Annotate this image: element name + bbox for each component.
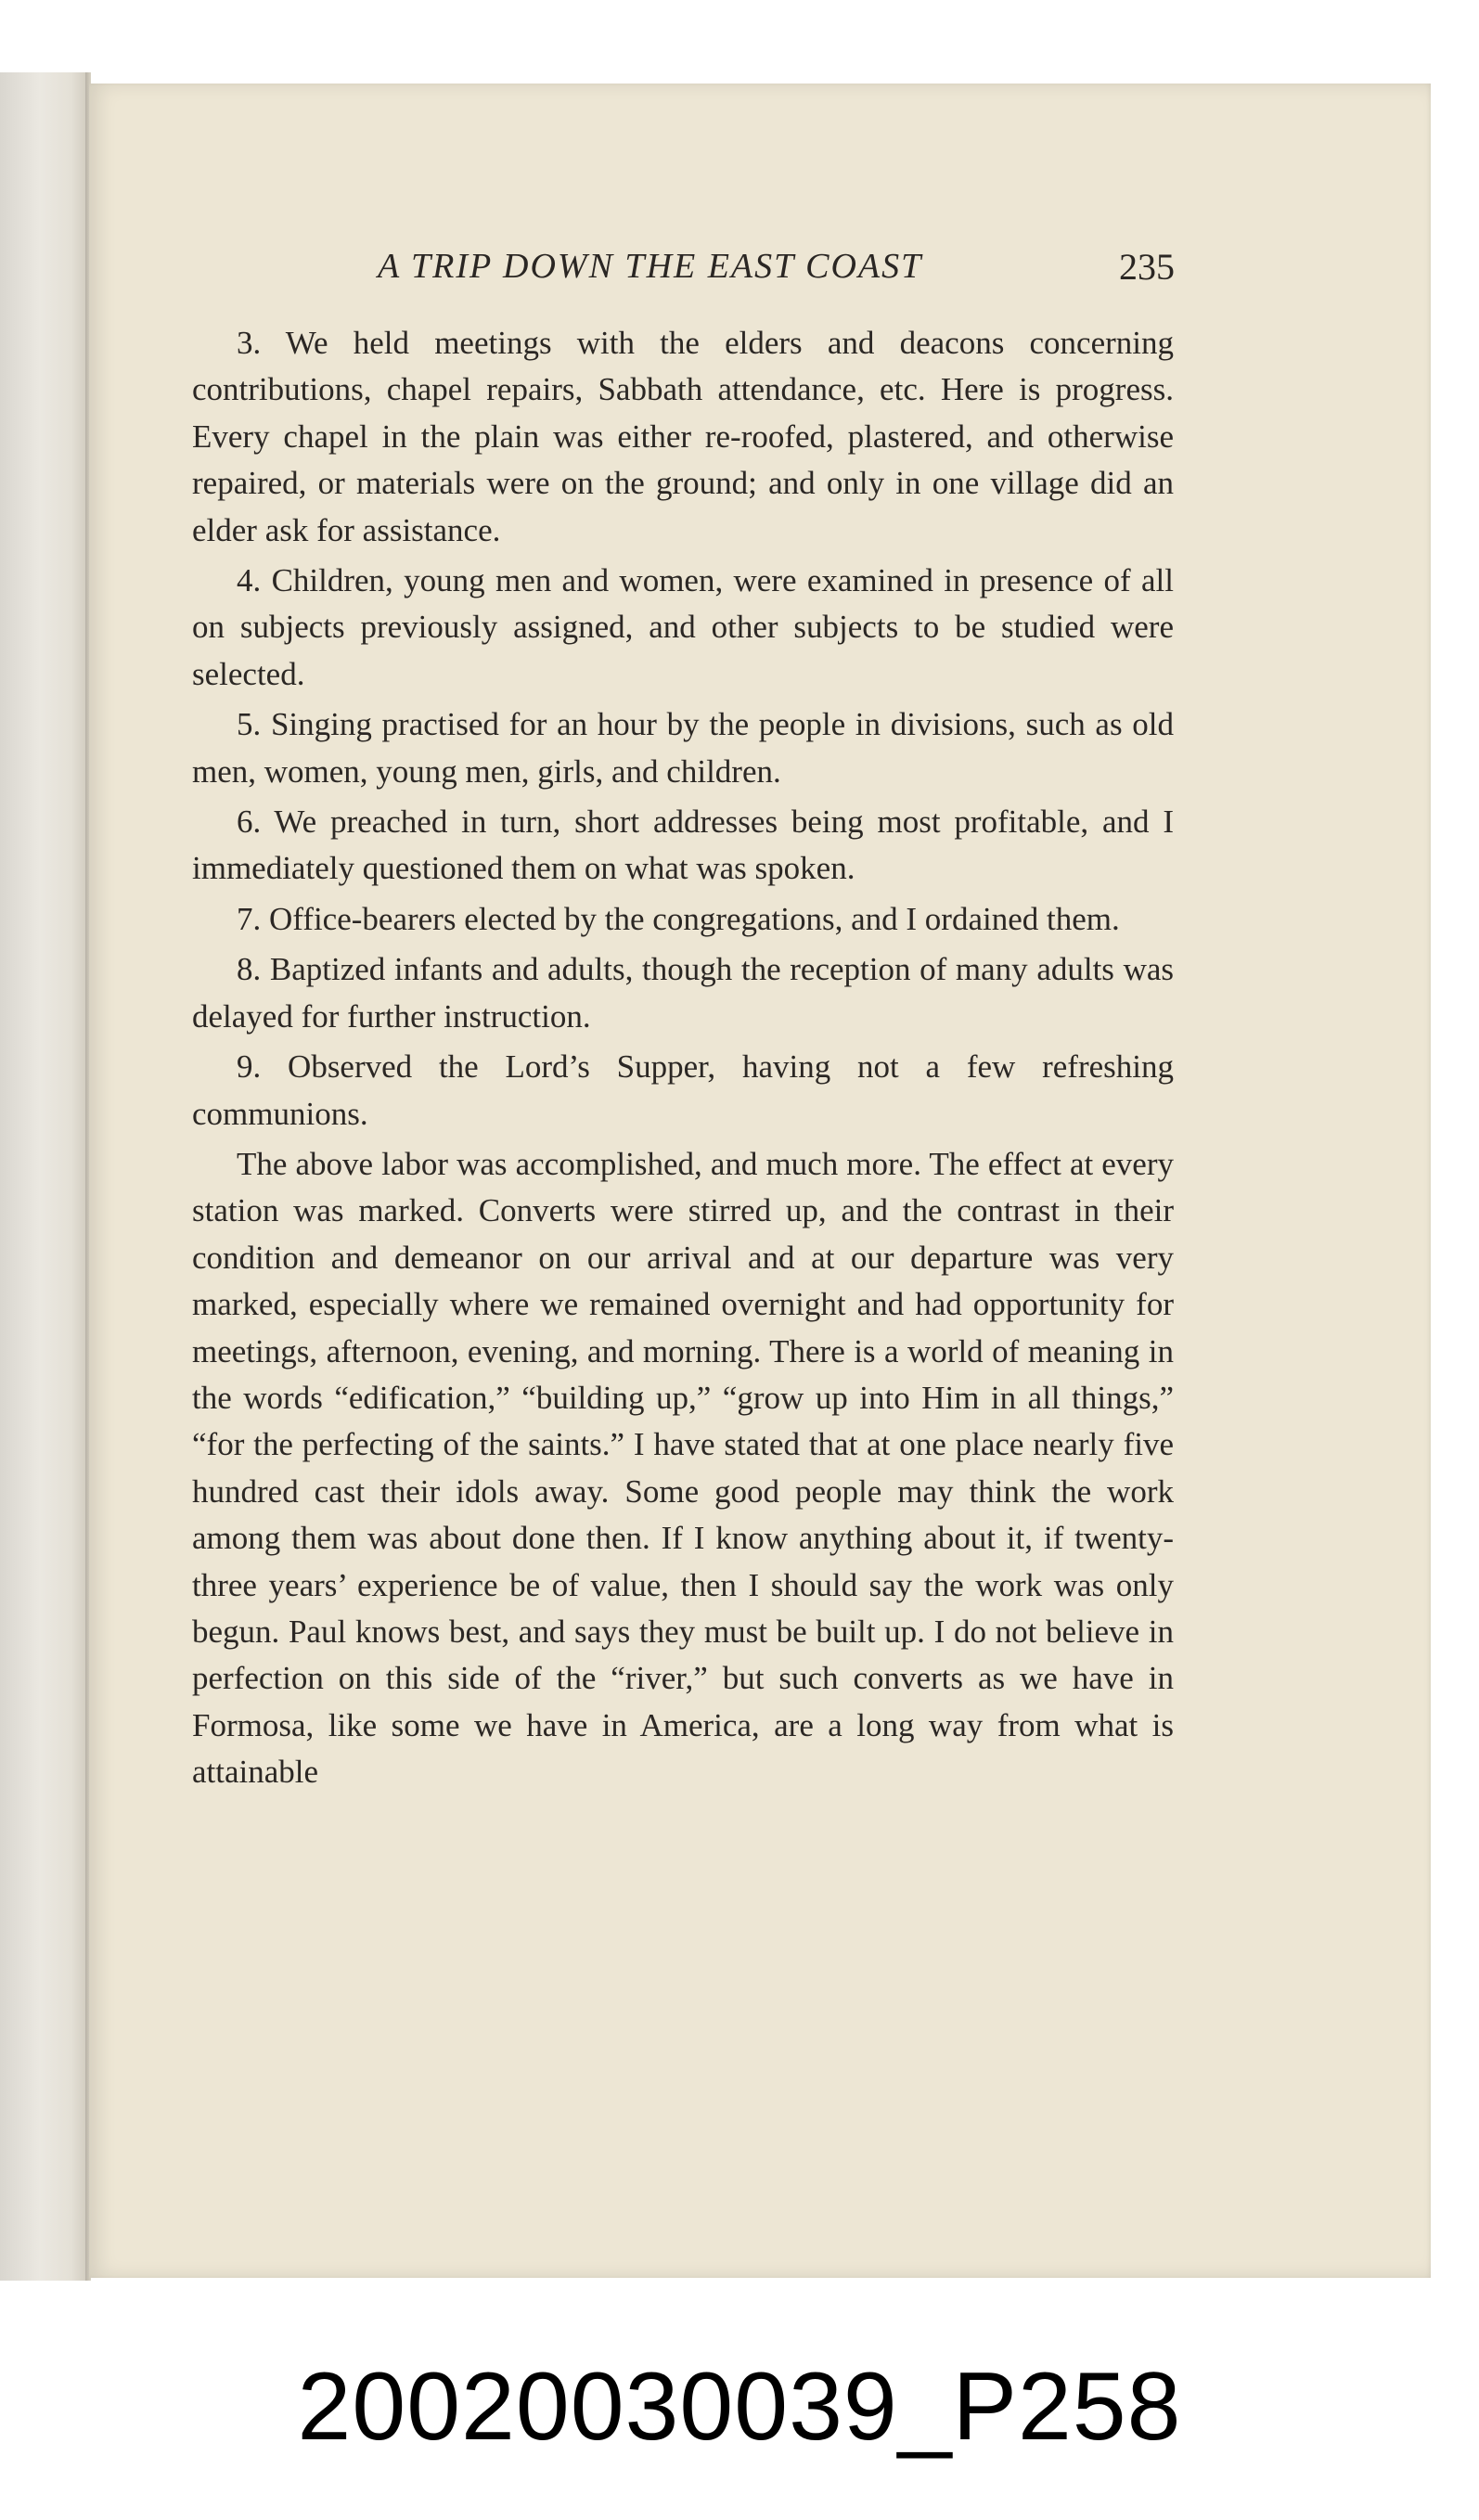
paragraph-labor-summary: The above labor was accomplished, and much more. The effect at every station was marked. Converts were stirred up, and the contrast in their condition and demeanor on our arrival and at our departure was very marked, especially where we remained overnight and had opportunity for meetings, afternoon, evening, and morning. There is a world of meaning in the words “edification,” “building up,” “grow up into Him in all things,” “for the perfecting of the saints.” I have stated that at one place nearly five hundred cast their idols away. Some good people may think the work among them was about done then. If I know anything about it, if twenty-three years’ experience be of value, then I should say the work was only begun. Paul knows best, and says they must be built up. I do not believe in perfection on this side of the “river,” but such converts as we have in Formosa, like some we have in America, are a long way from what is attainable — [192, 1145, 1174, 1791]
paragraph-item-4: 4. Children, young men and women, were examined in presence of all on subjects previously assigned, and other subjects to be studied were selected. — [192, 562, 1174, 692]
page-number: 235 — [1119, 246, 1175, 288]
paragraph-item-3: 3. We held meetings with the elders and deacons concerning contributions, chapel repairs, Sabbath attendance, etc. Here is progress. Every chapel in the plain was either re-roofed, plastered, and otherwise repaired, or materials were on the ground; and only in one village did an elder ask for assistance. — [192, 325, 1174, 548]
paragraph-item-9: 9. Observed the Lord’s Supper, having not a few refreshing communions. — [192, 1048, 1174, 1132]
page-body — [192, 320, 1174, 1800]
book-spine — [0, 72, 89, 2281]
archive-id-caption: 20020030039_P258 — [297, 2353, 1182, 2461]
paragraph-item-8: 8. Baptized infants and adults, though the reception of many adults was delayed for further instruction. — [192, 951, 1174, 1035]
paragraph-item-6: 6. We preached in turn, short addresses being most profitable, and I immediately questioned them on what was spoken. — [192, 804, 1174, 887]
paragraph-item-5: 5. Singing practised for an hour by the people in divisions, such as old men, women, young men, girls, and children. — [192, 706, 1174, 790]
running-head: A TRIP DOWN THE EAST COAST — [378, 247, 923, 286]
paragraph-item-7: 7. Office-bearers elected by the congregations, and I ordained them. — [237, 900, 1120, 937]
